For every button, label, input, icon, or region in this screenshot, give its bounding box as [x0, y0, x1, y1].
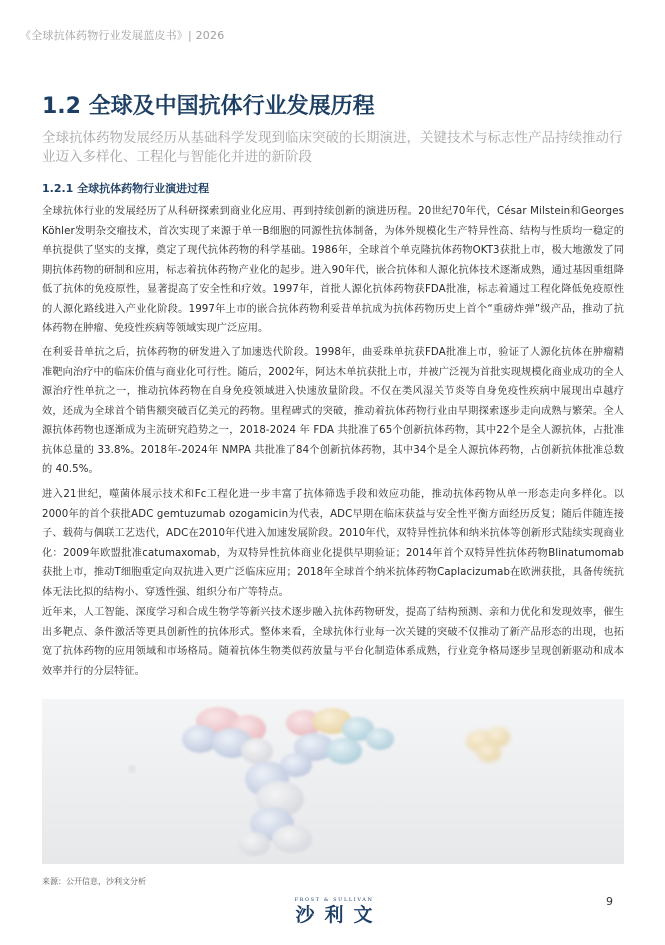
body-paragraph-4: 近年来，人工智能、深度学习和合成生物学等新兴技术逐步融入抗体药物研发，提高了结构预测、亲和力优化和发现效率，催生出多靶点、条件激活等更具创新性的抗体形式。整体来看，全球抗体行业每一次关键的突破不仅推动了新产品形态的出现，也拓宽了抗体药物的应用领域和市场格局。随着抗体生物类似药放量与平台化制造体系成熟，行业竞争格局逐步呈现创新驱动和成本效率并行的分层特征。: [42, 607, 624, 677]
subsection-title: 1.2.1 全球抗体药物行业演进过程: [42, 182, 210, 195]
body-paragraph-3: 进入21世纪，噬菌体展示技术和Fc工程化进一步丰富了抗体筛选手段和效应功能，推动抗体药物从单一形态走向多样化。以2000年的首个获批ADC gemtuzumab ozogamicin为代表，ADC早期在临床获益与安全性平衡方面经历反复；随后伴随连接子、载荷与偶联工艺迭代，ADC在2010年代进入加速发展阶段。2010年代，双特异性抗体和纳米抗体等创新形式陆续实现商业化：2009年欧盟批准catumaxomab，为双特异性抗体商业化提供早期验证；2014年首个双特异性抗体药物Blinatumomab获批上市，推动T细胞重定向双抗进入更广泛临床应用；2018年全球首个纳米抗体药物Caplacizumab在欧洲获批，具备传统抗体无法比拟的结构小、穿透性强、组织分布广等特点。: [42, 489, 624, 598]
figure-source-note: 来源：公开信息，沙利文分析: [42, 877, 146, 886]
antibody-figure: [42, 699, 624, 864]
logo-chinese-text: 沙利文: [295, 904, 383, 926]
page-number: 9: [606, 895, 613, 908]
antibody-molecule-illustration: [42, 699, 624, 864]
body-paragraph-1: 全球抗体行业的发展经历了从科研探索到商业化应用、再到持续创新的演进历程。20世纪70年代，César Milstein和Georges Köhler发明杂交瘤技术，首次实现了来源于单一B细胞的同源性抗体制备，为体外规模化生产特异性高、结构与性质均一稳定的单抗提供了坚实的支撑，奠定了现代抗体药物的科学基础。1986年，全球首个单克隆抗体药物OKT3获批上市，极大地激发了同期抗体药物的研制和应用，标志着抗体药物产业化的起步。进入90年代，嵌合抗体和人源化抗体技术逐渐成熟，通过基因重组降低了抗体的免疫原性，显著提高了安全性和疗效。1997年，首批人源化抗体药物获FDA批准，标志着通过工程化降低免疫原性的人源化路线进入产业化阶段。1997年上市的嵌合抗体药物利妥昔单抗成为抗体药物历史上首个“重磅炸弹”级产品，推动了抗体药物在肿瘤、免疫性疾病等领域实现广泛应用。: [42, 206, 624, 334]
body-paragraph-2: 在利妥昔单抗之后，抗体药物的研发进入了加速迭代阶段。1998年，曲妥珠单抗获FDA批准上市，验证了人源化抗体在肿瘤精准靶向治疗中的临床价值与商业化可行性。随后，2002年，阿达木单抗获批上市，并被广泛视为首批实现规模化商业成功的全人源治疗性单抗之一，推动抗体药物在自身免疫领域进入快速放量阶段。不仅在类风湿关节炎等自身免疫性疾病中展现出卓越疗效，还成为全球首个销售额突破百亿美元的药物。里程碑式的突破，推动着抗体药物行业由早期探索逐步走向成熟与繁荣。全人源抗体药物也逐渐成为主流研究趋势之一，2018-2024 年 FDA 共批准了65个创新抗体药物，其中22个是全人源抗体，占批准抗体总量的 33.8%。2018年-2024年 NMPA 共批准了84个创新抗体药物，其中34个是全人源抗体药物，占创新抗体批准总数的 40.5%。: [42, 347, 624, 475]
distant-molecule-shape: [466, 727, 510, 762]
brand-logo: [276, 897, 392, 927]
running-header: 《全球抗体药物行业发展蓝皮书》| 2026: [20, 29, 225, 42]
section-title: 1.2 全球及中国抗体行业发展历程: [42, 94, 375, 119]
right-antibody-shape: [280, 708, 394, 777]
section-lead: 全球抗体药物发展经历从基础科学发现到临床突破的长期演进，关键技术与标志性产品持续推动行业迈入多样化、工程化与智能化并进的新阶段: [42, 130, 623, 165]
logo-english-text: FROST & SULLIVAN: [294, 897, 374, 903]
